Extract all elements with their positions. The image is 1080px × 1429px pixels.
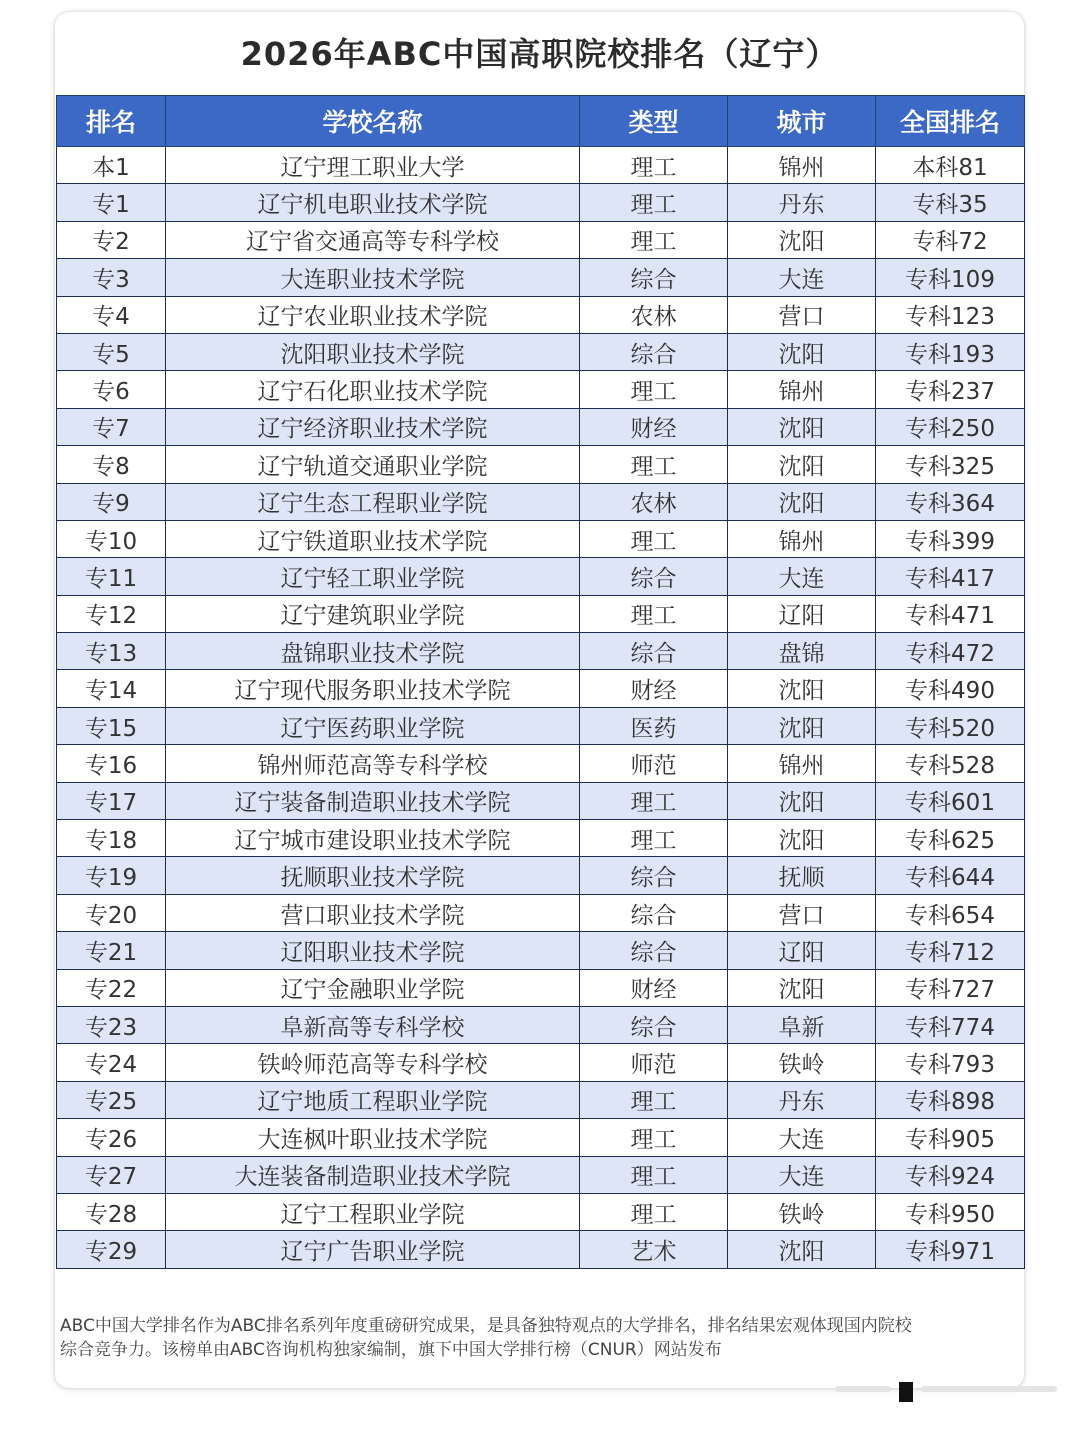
cell-school-name: 辽宁建筑职业学院: [166, 595, 580, 632]
cell-type: 艺术: [580, 1231, 728, 1268]
cell-type: 理工: [580, 184, 728, 221]
cell-city: 大连: [728, 1119, 876, 1156]
header-national-rank: 全国排名: [876, 96, 1025, 147]
cell-school-name: 辽宁石化职业技术学院: [166, 371, 580, 408]
table-row: [57, 408, 1025, 445]
cell-national-rank: 专科237: [876, 371, 1025, 408]
table-row: [57, 1193, 1025, 1230]
cell-type: 理工: [580, 1119, 728, 1156]
bottom-decoration: [835, 1380, 1060, 1406]
cell-rank: 专22: [57, 969, 166, 1006]
cell-city: 铁岭: [728, 1044, 876, 1081]
cell-city: 辽阳: [728, 595, 876, 632]
cell-city: 铁岭: [728, 1193, 876, 1230]
cell-school-name: 沈阳职业技术学院: [166, 333, 580, 370]
cell-school-name: 辽宁广告职业学院: [166, 1231, 580, 1268]
cell-city: 沈阳: [728, 408, 876, 445]
cell-school-name: 大连枫叶职业技术学院: [166, 1119, 580, 1156]
cell-type: 理工: [580, 147, 728, 184]
cell-national-rank: 专科905: [876, 1119, 1025, 1156]
cell-type: 理工: [580, 1193, 728, 1230]
cell-rank: 专11: [57, 558, 166, 595]
cell-school-name: 辽宁装备制造职业技术学院: [166, 782, 580, 819]
table-row: [57, 1081, 1025, 1118]
cell-national-rank: 专科364: [876, 483, 1025, 520]
cell-rank: 专8: [57, 446, 166, 483]
cell-rank: 本1: [57, 147, 166, 184]
cell-school-name: 大连职业技术学院: [166, 259, 580, 296]
cell-national-rank: 专科325: [876, 446, 1025, 483]
cell-city: 丹东: [728, 1081, 876, 1118]
cell-national-rank: 专科399: [876, 520, 1025, 557]
cell-rank: 专9: [57, 483, 166, 520]
cell-school-name: 辽宁医药职业学院: [166, 707, 580, 744]
table-row: [57, 745, 1025, 782]
cell-city: 锦州: [728, 520, 876, 557]
cell-type: 理工: [580, 520, 728, 557]
cell-rank: 专29: [57, 1231, 166, 1268]
cell-school-name: 营口职业技术学院: [166, 894, 580, 931]
cell-city: 辽阳: [728, 932, 876, 969]
table-row: [57, 1044, 1025, 1081]
cell-rank: 专20: [57, 894, 166, 931]
cell-school-name: 大连装备制造职业技术学院: [166, 1156, 580, 1193]
cell-school-name: 辽宁金融职业学院: [166, 969, 580, 1006]
table-row: [57, 483, 1025, 520]
footnote: [60, 1314, 1020, 1362]
table-row: [57, 633, 1025, 670]
table-row: [57, 707, 1025, 744]
cell-rank: 专6: [57, 371, 166, 408]
cell-national-rank: 本科81: [876, 147, 1025, 184]
table-row: [57, 221, 1025, 258]
cell-national-rank: 专科250: [876, 408, 1025, 445]
cell-national-rank: 专科490: [876, 670, 1025, 707]
table-row: [57, 969, 1025, 1006]
cell-national-rank: 专科971: [876, 1231, 1025, 1268]
cell-rank: 专16: [57, 745, 166, 782]
cell-national-rank: 专科35: [876, 184, 1025, 221]
table-row: [57, 820, 1025, 857]
cell-school-name: 辽宁地质工程职业学院: [166, 1081, 580, 1118]
footnote-line-1: ABC中国大学排名作为ABC排名系列年度重磅研究成果，是具备独特观点的大学排名，排名结果宏观体现国内院校: [60, 1316, 912, 1336]
cell-rank: 专4: [57, 296, 166, 333]
cell-rank: 专19: [57, 857, 166, 894]
cell-national-rank: 专科109: [876, 259, 1025, 296]
cell-rank: 专26: [57, 1119, 166, 1156]
cell-school-name: 辽宁农业职业技术学院: [166, 296, 580, 333]
table-row: [57, 1156, 1025, 1193]
cell-school-name: 辽宁机电职业技术学院: [166, 184, 580, 221]
table-row: [57, 670, 1025, 707]
table-body: [57, 147, 1025, 1269]
cell-city: 阜新: [728, 1006, 876, 1043]
cell-national-rank: 专科774: [876, 1006, 1025, 1043]
cell-national-rank: 专科727: [876, 969, 1025, 1006]
header-city: 城市: [728, 96, 876, 147]
cell-rank: 专5: [57, 333, 166, 370]
cell-national-rank: 专科924: [876, 1156, 1025, 1193]
table-row: [57, 259, 1025, 296]
cell-city: 沈阳: [728, 483, 876, 520]
deco-bar: [835, 1386, 891, 1392]
cell-type: 理工: [580, 595, 728, 632]
cell-type: 综合: [580, 333, 728, 370]
cell-national-rank: 专科520: [876, 707, 1025, 744]
cell-national-rank: 专科528: [876, 745, 1025, 782]
cell-rank: 专13: [57, 633, 166, 670]
cell-rank: 专21: [57, 932, 166, 969]
cell-city: 沈阳: [728, 333, 876, 370]
cell-school-name: 辽宁轨道交通职业学院: [166, 446, 580, 483]
cell-type: 师范: [580, 745, 728, 782]
cell-national-rank: 专科193: [876, 333, 1025, 370]
cell-type: 综合: [580, 932, 728, 969]
cell-type: 农林: [580, 483, 728, 520]
cell-type: 综合: [580, 857, 728, 894]
cell-school-name: 阜新高等专科学校: [166, 1006, 580, 1043]
cell-type: 综合: [580, 894, 728, 931]
cell-rank: 专25: [57, 1081, 166, 1118]
page-title: 2026年ABC中国高职院校排名（辽宁）: [240, 35, 839, 73]
table-row: [57, 184, 1025, 221]
cell-school-name: 抚顺职业技术学院: [166, 857, 580, 894]
cell-type: 理工: [580, 1156, 728, 1193]
cell-type: 财经: [580, 408, 728, 445]
cell-type: 医药: [580, 707, 728, 744]
table-row: [57, 894, 1025, 931]
cell-city: 沈阳: [728, 1231, 876, 1268]
cell-school-name: 锦州师范高等专科学校: [166, 745, 580, 782]
cell-type: 理工: [580, 1081, 728, 1118]
cell-school-name: 辽宁经济职业技术学院: [166, 408, 580, 445]
cell-type: 综合: [580, 259, 728, 296]
cell-rank: 专23: [57, 1006, 166, 1043]
cell-national-rank: 专科644: [876, 857, 1025, 894]
cell-rank: 专17: [57, 782, 166, 819]
cell-city: 锦州: [728, 745, 876, 782]
table-row: [57, 782, 1025, 819]
table-row: [57, 147, 1025, 184]
cell-rank: 专15: [57, 707, 166, 744]
cell-rank: 专1: [57, 184, 166, 221]
deco-bar: [921, 1386, 1057, 1392]
cell-school-name: 辽宁轻工职业学院: [166, 558, 580, 595]
cell-type: 理工: [580, 782, 728, 819]
cell-rank: 专24: [57, 1044, 166, 1081]
cell-type: 理工: [580, 221, 728, 258]
cell-school-name: 辽宁省交通高等专科学校: [166, 221, 580, 258]
cell-city: 营口: [728, 296, 876, 333]
cell-rank: 专2: [57, 221, 166, 258]
table-row: [57, 558, 1025, 595]
cell-city: 大连: [728, 1156, 876, 1193]
header-rank: 排名: [57, 96, 166, 147]
cell-type: 理工: [580, 446, 728, 483]
footnote-line-2: 综合竞争力。该榜单由ABC咨询机构独家编制，旗下中国大学排行榜（CNUR）网站发布: [60, 1340, 722, 1360]
cell-national-rank: 专科417: [876, 558, 1025, 595]
cell-type: 财经: [580, 969, 728, 1006]
cell-city: 锦州: [728, 371, 876, 408]
cell-city: 大连: [728, 558, 876, 595]
table-row: [57, 1006, 1025, 1043]
cell-national-rank: 专科625: [876, 820, 1025, 857]
table-row: [57, 1231, 1025, 1268]
cell-rank: 专12: [57, 595, 166, 632]
cell-type: 师范: [580, 1044, 728, 1081]
cell-national-rank: 专科123: [876, 296, 1025, 333]
cell-national-rank: 专科898: [876, 1081, 1025, 1118]
cell-school-name: 盘锦职业技术学院: [166, 633, 580, 670]
cell-national-rank: 专科72: [876, 221, 1025, 258]
table-row: [57, 333, 1025, 370]
cell-school-name: 辽宁理工职业大学: [166, 147, 580, 184]
cell-type: 综合: [580, 633, 728, 670]
cell-national-rank: 专科712: [876, 932, 1025, 969]
cell-rank: 专28: [57, 1193, 166, 1230]
cell-national-rank: 专科654: [876, 894, 1025, 931]
table-row: [57, 520, 1025, 557]
cell-city: 抚顺: [728, 857, 876, 894]
cell-rank: 专14: [57, 670, 166, 707]
table-header-row: [57, 96, 1025, 147]
cell-city: 沈阳: [728, 670, 876, 707]
cell-rank: 专27: [57, 1156, 166, 1193]
ranking-table: [56, 95, 1025, 1269]
cell-city: 沈阳: [728, 969, 876, 1006]
cell-rank: 专18: [57, 820, 166, 857]
cell-type: 综合: [580, 558, 728, 595]
cell-school-name: 辽宁生态工程职业学院: [166, 483, 580, 520]
cell-type: 财经: [580, 670, 728, 707]
cell-rank: 专3: [57, 259, 166, 296]
cell-school-name: 辽宁现代服务职业技术学院: [166, 670, 580, 707]
header-school-name: 学校名称: [166, 96, 580, 147]
table-row: [57, 932, 1025, 969]
cell-type: 综合: [580, 1006, 728, 1043]
cell-city: 盘锦: [728, 633, 876, 670]
cell-city: 大连: [728, 259, 876, 296]
table-row: [57, 595, 1025, 632]
cell-type: 理工: [580, 820, 728, 857]
cell-school-name: 辽阳职业技术学院: [166, 932, 580, 969]
cell-national-rank: 专科793: [876, 1044, 1025, 1081]
table-row: [57, 371, 1025, 408]
cell-city: 沈阳: [728, 820, 876, 857]
cell-rank: 专7: [57, 408, 166, 445]
cell-city: 沈阳: [728, 782, 876, 819]
table-row: [57, 446, 1025, 483]
header-type: 类型: [580, 96, 728, 147]
cell-school-name: 辽宁工程职业学院: [166, 1193, 580, 1230]
cell-national-rank: 专科471: [876, 595, 1025, 632]
cell-national-rank: 专科472: [876, 633, 1025, 670]
cell-city: 营口: [728, 894, 876, 931]
cell-school-name: 铁岭师范高等专科学校: [166, 1044, 580, 1081]
table-row: [57, 857, 1025, 894]
cell-city: 沈阳: [728, 446, 876, 483]
table-row: [57, 1119, 1025, 1156]
deco-mark: [899, 1382, 913, 1402]
cell-national-rank: 专科601: [876, 782, 1025, 819]
cell-school-name: 辽宁城市建设职业技术学院: [166, 820, 580, 857]
cell-school-name: 辽宁铁道职业技术学院: [166, 520, 580, 557]
cell-city: 沈阳: [728, 221, 876, 258]
cell-national-rank: 专科950: [876, 1193, 1025, 1230]
cell-city: 锦州: [728, 147, 876, 184]
cell-type: 农林: [580, 296, 728, 333]
cell-city: 沈阳: [728, 707, 876, 744]
cell-city: 丹东: [728, 184, 876, 221]
cell-type: 理工: [580, 371, 728, 408]
cell-rank: 专10: [57, 520, 166, 557]
table-row: [57, 296, 1025, 333]
